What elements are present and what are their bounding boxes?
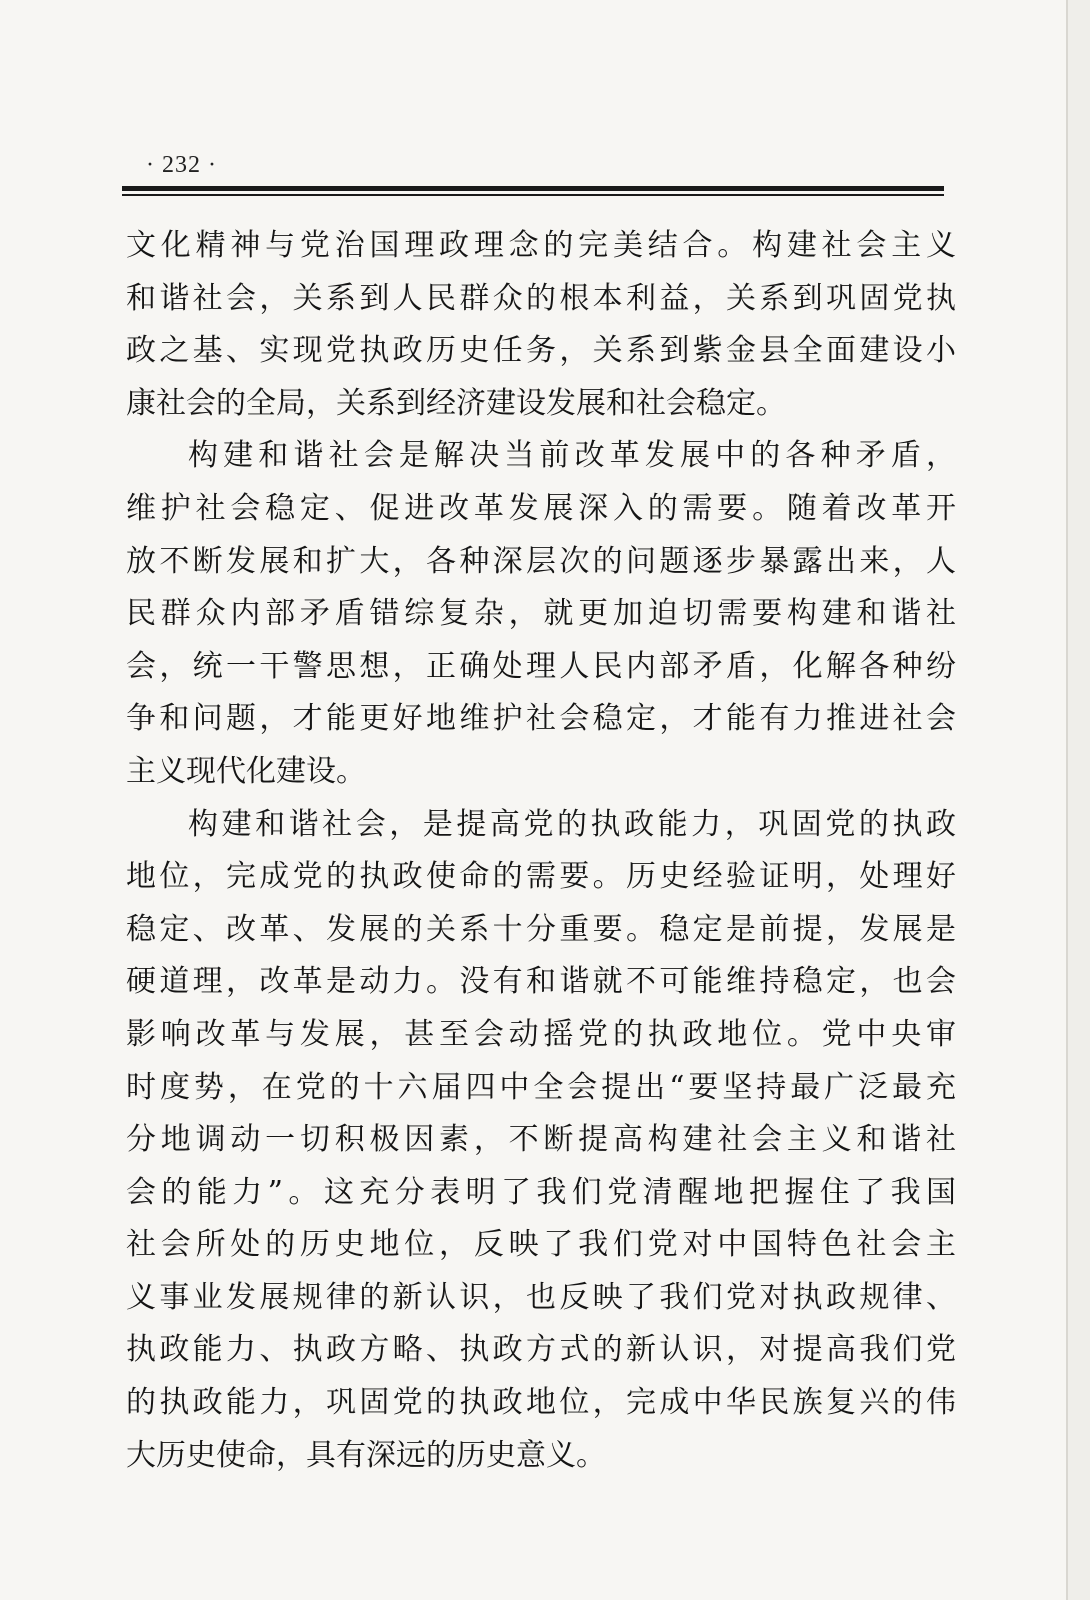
text-line: 放不断发展和扩大，各种深层次的问题逐步暴露出来，人	[126, 543, 956, 579]
body-text	[126, 220, 956, 1482]
text-line: 和谐社会，关系到人民群众的根本利益，关系到巩固党执	[126, 280, 956, 316]
text-line: 影响改革与发展，甚至会动摇党的执政地位。党中央审	[126, 1016, 956, 1052]
text-line: 分地调动一切积极因素，不断提高构建社会主义和谐社	[126, 1122, 956, 1158]
page-number: · 232 ·	[146, 152, 217, 178]
text-line: 争和问题，才能更好地维护社会稳定，才能有力推进社会	[126, 701, 956, 737]
paragraph-first-line: 构建和谐社会，是提高党的执政能力，巩固党的执政	[188, 806, 956, 842]
text-line: 会的能力”。这充分表明了我们党清醒地把握住了我国	[126, 1174, 956, 1210]
text-line: 民群众内部矛盾错综复杂，就更加迫切需要构建和谐社	[126, 596, 956, 632]
text-line: 政之基、实现党执政历史任务，关系到紫金县全面建设小	[126, 333, 956, 369]
text-line: 社会所处的历史地位，反映了我们党对中国特色社会主	[126, 1227, 956, 1263]
paragraph-first-line: 构建和谐社会是解决当前改革发展中的各种矛盾，	[188, 438, 956, 474]
text-line: 维护社会稳定、促进改革发展深入的需要。随着改革开	[126, 490, 956, 526]
header-rule-thick	[122, 186, 944, 191]
text-line: 义事业发展规律的新认识，也反映了我们党对执政规律、	[126, 1279, 956, 1315]
page-edge	[1066, 0, 1090, 1600]
text-line: 会，统一干警思想，正确处理人民内部矛盾，化解各种纷	[126, 648, 956, 684]
text-line: 康社会的全局，关系到经济建设发展和社会稳定。	[126, 385, 786, 421]
text-line: 主义现代化建设。	[126, 753, 366, 789]
text-line: 稳定、改革、发展的关系十分重要。稳定是前提，发展是	[126, 911, 956, 947]
text-line: 硬道理，改革是动力。没有和谐就不可能维持稳定，也会	[126, 964, 956, 1000]
header-rule-thin	[122, 194, 944, 196]
text-line: 大历史使命，具有深远的历史意义。	[126, 1437, 606, 1473]
text-line: 地位，完成党的执政使命的需要。历史经验证明，处理好	[126, 859, 956, 895]
text-line: 时度势，在党的十六届四中全会提出“要坚持最广泛最充	[126, 1069, 956, 1105]
text-line: 文化精神与党治国理政理念的完美结合。构建社会主义	[126, 228, 956, 263]
text-line: 执政能力、执政方略、执政方式的新认识，对提高我们党	[126, 1332, 956, 1368]
text-line: 的执政能力，巩固党的执政地位，完成中华民族复兴的伟	[126, 1385, 956, 1421]
